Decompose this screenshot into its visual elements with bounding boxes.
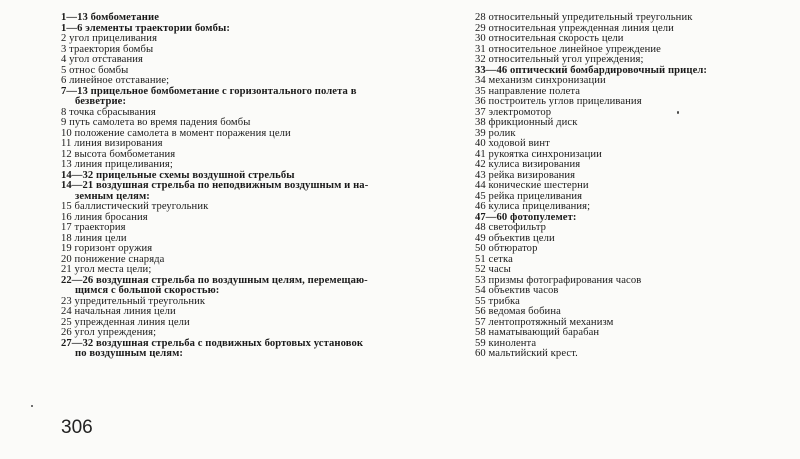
legend-text: 7—13 прицельное бомбометание с горизонтального полета в	[61, 85, 357, 97]
legend-text: 43 рейка визирования	[475, 169, 576, 181]
legend-text: 32 относительный угол упреждения;	[475, 54, 644, 65]
legend-text: 36 построитель углов прицеливания	[475, 96, 642, 107]
legend-text: 22—26 воздушная стрельба по воздушным целям, перемещаю-	[61, 274, 368, 286]
legend-heading	[61, 276, 453, 297]
legend-text: 14—21 воздушная стрельба по неподвижным воздушным и на-	[61, 180, 369, 191]
legend-text: 45 рейка прицеливания	[475, 190, 583, 202]
legend-text: 46 кулиса прицеливания;	[475, 201, 591, 212]
legend-text: 38 фрикционный диск	[475, 117, 578, 128]
legend-text: 44 конические шестерни	[475, 180, 589, 191]
legend-text: 59 кинолента	[475, 337, 537, 349]
legend-text: 56 ведомая бобина	[475, 306, 561, 317]
legend-text: 16 линия бросания	[61, 211, 148, 223]
legend-text: 18 линия цели	[61, 232, 127, 244]
legend-text: 24 начальная линия цели	[61, 306, 176, 317]
legend-text: 60 мальтийский крест.	[475, 348, 578, 359]
legend-text-continuation: безветрие:	[75, 96, 127, 107]
legend-text: 9 путь самолета во время падения бомбы	[61, 117, 251, 128]
legend-text: 35 направление полета	[475, 85, 581, 97]
legend-text: 54 объектив часов	[475, 285, 559, 296]
legend-text: 4 угол отставания	[61, 54, 143, 65]
legend-text: 11 линия визирования	[61, 138, 163, 149]
legend-item	[475, 349, 775, 360]
legend-text: 41 рукоятка синхронизации	[475, 148, 602, 160]
legend-text: 6 линейное отставание;	[61, 75, 170, 86]
legend-text: 50 обтюратор	[475, 243, 538, 254]
legend-text: 5 относ бомбы	[61, 64, 129, 76]
legend-heading	[61, 339, 453, 360]
legend-text: 14—32 прицельные схемы воздушной стрельбы	[61, 169, 295, 181]
legend-item	[475, 244, 775, 255]
legend-text: 31 относительное линейное упреждение	[475, 43, 661, 55]
legend-text: 40 ходовой винт	[475, 138, 550, 149]
legend-text: 1—13 бомбометание	[61, 12, 160, 23]
legend-text: 57 лентопротяжный механизм	[475, 316, 614, 328]
legend-text: 13 линия прицеливания;	[61, 159, 173, 170]
legend-text: 26 угол упреждения;	[61, 327, 157, 338]
legend-text: 29 относительная упрежденная линия цели	[475, 22, 674, 34]
legend-text: 17 траектория	[61, 222, 126, 233]
scan-speck	[677, 111, 679, 114]
legend-text: 19 горизонт оружия	[61, 243, 153, 254]
legend-item	[475, 118, 775, 129]
legend-text: 30 относительная скорость цели	[475, 33, 624, 44]
legend-column-right	[475, 13, 775, 360]
legend-text: 53 призмы фотографирования часов	[475, 274, 642, 286]
legend-heading	[61, 87, 453, 108]
legend-text-continuation: щимся с большой скоростью:	[75, 285, 220, 296]
legend-item	[475, 286, 775, 297]
legend-text: 3 траектория бомбы	[61, 43, 154, 55]
legend-text-continuation: земным целям:	[75, 190, 150, 202]
page-number: 306	[61, 417, 93, 438]
legend-text: 2 угол прицеливания	[61, 33, 158, 44]
legend-text: 34 механизм синхронизации	[475, 75, 606, 86]
legend-text: 49 объектив цели	[475, 232, 555, 244]
legend-text: 37 электромотор	[475, 106, 552, 118]
legend-text: 58 наматывающий барабан	[475, 327, 600, 338]
legend-text: 28 относительный упредительный треугольник	[475, 12, 693, 23]
legend-text: 27—32 воздушная стрельба с подвижных бортовых установок	[61, 337, 364, 349]
scan-speck	[31, 405, 33, 407]
legend-text: 51 сетка	[475, 253, 513, 265]
legend-text: 52 часы	[475, 264, 511, 275]
legend-text: 8 точка сбрасывания	[61, 106, 156, 118]
legend-heading	[61, 181, 453, 202]
legend-text: 42 кулиса визирования	[475, 159, 581, 170]
legend-column-left	[61, 13, 453, 360]
legend-text-continuation: по воздушным целям:	[75, 348, 184, 359]
legend-text: 25 упрежденная линия цели	[61, 316, 190, 328]
legend-text: 20 понижение снаряда	[61, 253, 165, 265]
legend-text: 48 светофильтр	[475, 222, 547, 233]
legend-text: 10 положение самолета в момент поражения цели	[61, 127, 291, 139]
legend-text: 39 ролик	[475, 127, 516, 139]
legend-text: 21 угол места цели;	[61, 264, 152, 275]
legend-text: 33—46 оптический бомбардировочный прицел:	[475, 64, 708, 76]
legend-text: 47—60 фотопулемет:	[475, 211, 577, 223]
legend-text: 15 баллистический треугольник	[61, 201, 209, 212]
legend-item	[475, 255, 775, 266]
legend-text: 1—6 элементы траектории бомбы:	[61, 22, 231, 34]
legend-text: 55 трибка	[475, 295, 520, 307]
legend-text: 12 высота бомбометания	[61, 148, 176, 160]
legend-text: 23 упредительный треугольник	[61, 295, 206, 307]
